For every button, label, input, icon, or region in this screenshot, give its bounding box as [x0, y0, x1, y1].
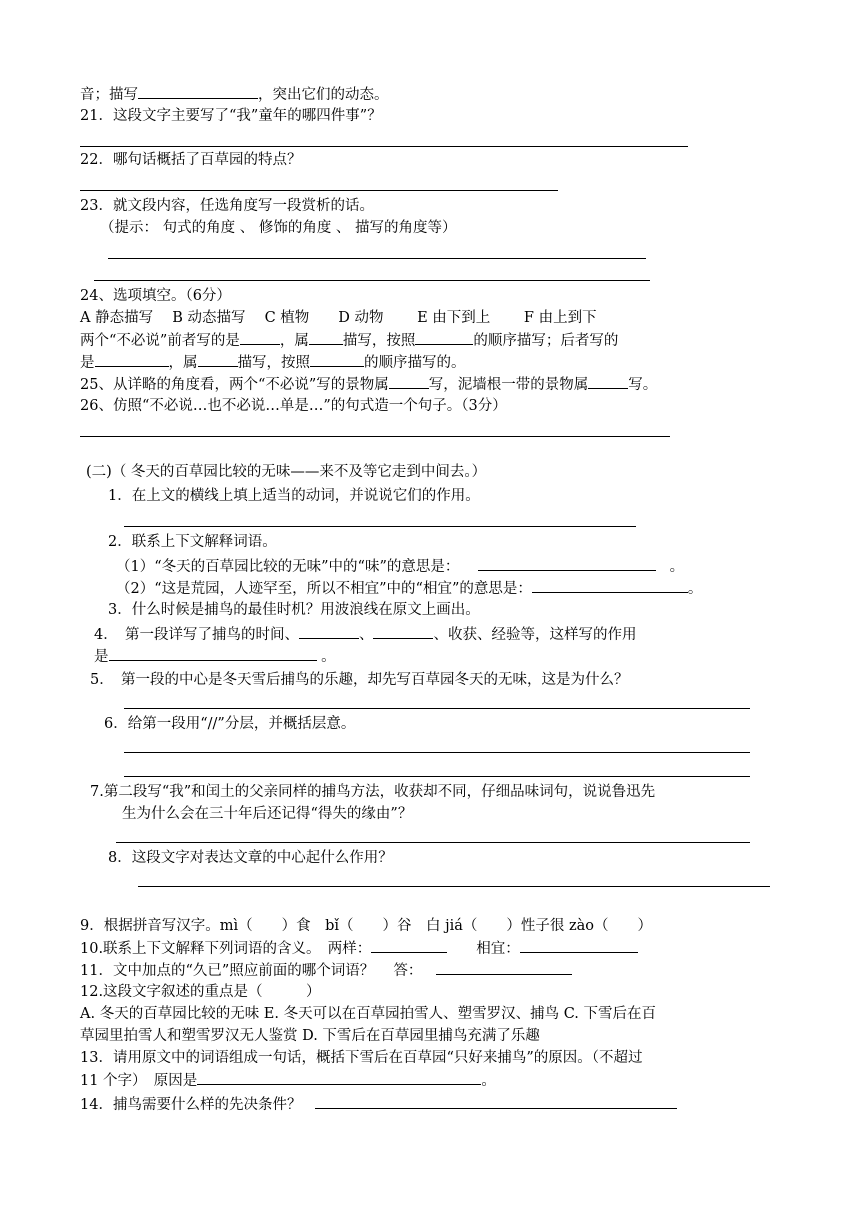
answer-blank[interactable] — [198, 352, 238, 367]
text: 。 — [321, 649, 336, 665]
question-24-line-b — [80, 352, 466, 373]
question-26: 26、仿照“不必说…也不必说…单是…”的句式造一个句子。（3分） — [80, 398, 507, 414]
answer-blank[interactable] — [109, 646, 317, 661]
text: 描写，按照 — [342, 333, 416, 349]
answer-line-s8[interactable] — [138, 886, 770, 887]
answer-line-s6b[interactable] — [124, 776, 750, 777]
answer-blank[interactable] — [197, 1070, 481, 1085]
text: 写，泥墙根一带的景物属 — [428, 377, 589, 393]
question-12: 12.这段文字叙述的重点是（ ） — [80, 984, 321, 1000]
answer-blank[interactable] — [389, 374, 429, 389]
sub-question-3: 3．什么时候是捕鸟的最佳时机？用波浪线在原文上画出。 — [108, 602, 480, 618]
question-24: 24、选项填空。（6分） — [80, 288, 231, 304]
answer-blank[interactable] — [138, 84, 258, 99]
sub-question-1: 1．在上文的横线上填上适当的动词，并说说它们的作用。 — [108, 488, 480, 504]
question-24-options: A 静态描写 B 动态描写 C 植物 D 动物 E 由下到上 F 由上到下 — [80, 310, 597, 326]
text: 。 — [481, 1073, 496, 1089]
text: ，属 — [168, 355, 198, 371]
answer-blank[interactable] — [532, 578, 688, 593]
text: 11 个字） 原因是 — [80, 1073, 198, 1089]
question-10 — [80, 938, 638, 959]
sub-question-2: 2．联系上下文解释词语。 — [108, 534, 277, 550]
question-11 — [80, 960, 572, 981]
sub-question-2-1 — [116, 556, 684, 577]
question-23-hint: （提示： 句式的角度 、 修饰的角度 、 描写的角度等） — [100, 220, 457, 236]
text: 是 — [94, 649, 109, 665]
text: ，属 — [279, 333, 309, 349]
answer-blank[interactable] — [588, 374, 628, 389]
answer-blank[interactable] — [240, 330, 280, 345]
sub-question-4-line-a — [94, 624, 636, 645]
section-2-heading: (二)（ 冬天的百草园比较的无味——来不及等它走到中间去。） — [86, 464, 487, 480]
sub-question-8: 8．这段文字对表达文章的中心起什么作用？ — [108, 850, 393, 866]
text: 。 — [669, 559, 685, 575]
question-14 — [80, 1094, 677, 1115]
text: 。 — [687, 581, 703, 597]
text: 25、从详略的角度看，两个“不必说”写的景物属 — [80, 377, 389, 393]
answer-line-23a[interactable] — [108, 258, 646, 259]
text: 相宜： — [447, 941, 520, 957]
text: 描写，按照 — [237, 355, 310, 371]
question-12-options-a: A. 冬天的百草园比较的无味 E. 冬天可以在百草园拍雪人、塑雪罗汉、捕鸟 C. 下雪后在百 — [80, 1006, 657, 1022]
text: 写。 — [628, 377, 658, 393]
answer-blank[interactable] — [95, 352, 169, 367]
answer-line-s5[interactable] — [124, 708, 750, 709]
question-22: 22．哪句话概括了百草园的特点？ — [80, 152, 302, 168]
text: ，突出它们的动态。 — [258, 87, 389, 103]
answer-line-s1[interactable] — [124, 526, 636, 527]
question-25 — [80, 374, 657, 395]
question-13-line-b — [80, 1070, 496, 1091]
fill-line-describe — [80, 84, 389, 105]
answer-blank[interactable] — [436, 960, 572, 975]
text: 10.联系上下文解释下列词语的含义。 两样： — [80, 941, 372, 957]
answer-line-s7[interactable] — [116, 842, 750, 843]
sub-question-7-line-a: 7.第二段写“我”和闰土的父亲同样的捕鸟方法，收获却不同，仔细品味词句，说说鲁迅先 — [90, 784, 656, 800]
question-24-line-a — [80, 330, 618, 351]
answer-blank[interactable] — [309, 330, 343, 345]
text: 、 — [358, 627, 374, 643]
answer-blank[interactable] — [315, 1094, 677, 1109]
text: （1）“冬天的百草园比较的无味”中的“味”的意思是： — [116, 559, 460, 575]
text: 11．文中加点的“久已”照应前面的哪个词语？ 答： — [80, 963, 423, 979]
question-21: 21．这段文字主要写了“我”童年的哪四件事”？ — [80, 108, 382, 124]
answer-line-23b[interactable] — [94, 280, 650, 281]
text: 两个“不必说”前者写的是 — [80, 333, 240, 349]
text: 音；描写 — [80, 87, 138, 103]
answer-blank[interactable] — [299, 624, 359, 639]
question-23: 23．就文段内容，任选角度写一段赏析的话。 — [80, 198, 374, 214]
sub-question-6: 6．给第一段用“//”分层，并概括层意。 — [104, 716, 356, 732]
text: 、收获、经验等，这样写的作用 — [433, 627, 637, 643]
answer-line-21[interactable] — [80, 146, 688, 147]
sub-question-7-line-b: 生为什么会在三十年后还记得“得失的缘由”？ — [122, 806, 413, 822]
sub-question-2-2 — [116, 578, 702, 599]
text: （2）“这是荒园，人迹罕至，所以不相宜”中的“相宜”的意思是： — [116, 581, 532, 597]
text: 14．捕鸟需要什么样的先决条件？ — [80, 1097, 302, 1113]
question-13-line-a: 13．请用原文中的词语组成一句话，概括下雪后在百草园“只好来捕鸟”的原因。（不超过 — [80, 1050, 643, 1066]
answer-line-26[interactable] — [80, 436, 670, 437]
text: 的顺序描写的。 — [364, 355, 466, 371]
answer-blank[interactable] — [371, 938, 447, 953]
answer-blank[interactable] — [478, 556, 656, 571]
answer-line-s6a[interactable] — [124, 752, 750, 753]
sub-question-4-line-b — [94, 646, 336, 667]
answer-blank[interactable] — [415, 330, 473, 345]
question-9: 9．根据拼音写汉字。mì（ ）食 bǐ（ ）谷 白 jiá（ ）性子很 zào（ ） — [80, 918, 653, 934]
text: 4． 第一段详写了捕鸟的时间、 — [94, 627, 299, 643]
answer-line-22[interactable] — [80, 190, 558, 191]
answer-blank[interactable] — [373, 624, 433, 639]
sub-question-5: 5． 第一段的中心是冬天雪后捕鸟的乐趣，却先写百草园冬天的无味，这是为什么？ — [90, 672, 629, 688]
text: 的顺序描写；后者写的 — [473, 333, 619, 349]
text: 是 — [80, 355, 95, 371]
answer-blank[interactable] — [310, 352, 364, 367]
question-12-options-b: 草园里拍雪人和塑雪罗汉无人鉴赏 D. 下雪后在百草园里捕鸟充满了乐趣 — [80, 1028, 540, 1044]
answer-blank[interactable] — [520, 938, 638, 953]
